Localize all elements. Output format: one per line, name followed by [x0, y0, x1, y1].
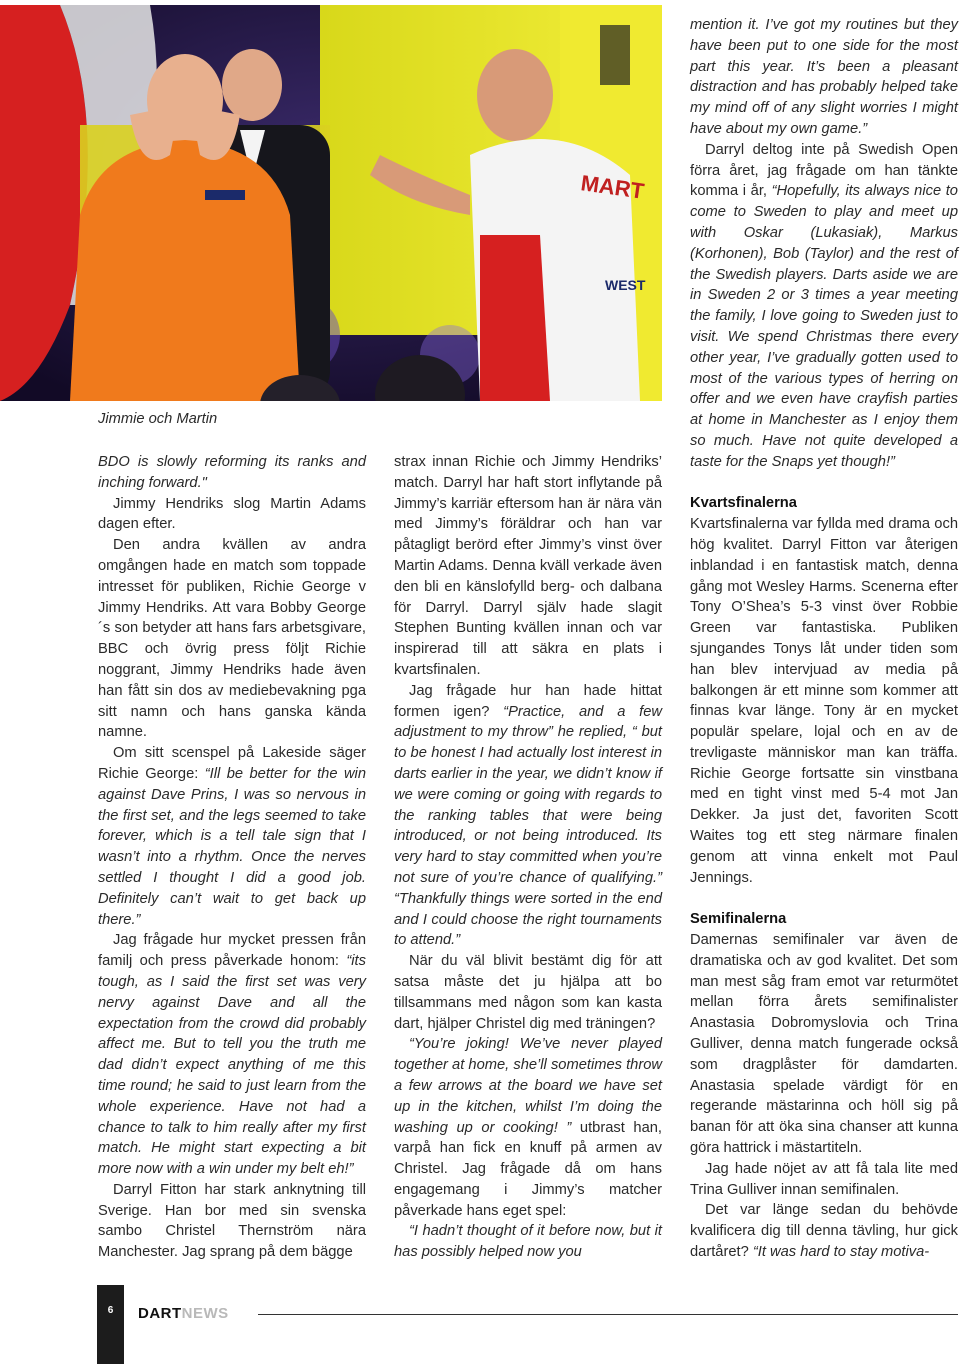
body-text: Darryl deltog inte på Swedish Open förra året, jag frågade om han tänkte komma i år,: [690, 141, 958, 200]
photo-caption: Jimmie och Martin: [98, 411, 218, 427]
orange-shirt: [70, 140, 300, 401]
article-photo: [0, 5, 662, 401]
paragraph: [690, 1200, 958, 1262]
quote-text: “Ill be better for the win against Dave Prins, I was so nervous in the first set, and the legs seemed to take forever, which is a tell tale sign that I wasn’t into a rhythm. Once the nerves settled I thought I did a good job. Definitely can’t wait to get back up there.”: [98, 765, 366, 928]
paragraph: [98, 930, 366, 1180]
section-heading: Kvartsfinalerna: [690, 495, 797, 512]
paragraph: [690, 140, 958, 473]
body-text: Jag frågade hur han hade hittat formen igen?: [394, 682, 662, 720]
logo-news: NEWS: [181, 1305, 229, 1322]
darts-players-photo: [0, 5, 662, 401]
footer-divider: [258, 1314, 958, 1315]
shirt-text: MART: [579, 170, 646, 204]
body-text: utbrast han, varpå han fick en knuff på armen av Christel. Jag frågade då om hans engagemang i Jimmy’s matcher påverkade hans eget spel:: [394, 1119, 662, 1219]
quote-text: “Hopefully, its always nice to come to Sweden to play and meet up with Oskar (Lukasiak), Markus (Korhonen), Bob (Taylor) and the rest of the Swedish players. Darts aside we are in Sweden 2 or 3 times a year meeting the family, I love going to Sweden just to visit. We spend Christmas there every other year, I’ve gradually gotten used to most of the various types of herring on offer and we even have crayfish parties at home in Manchester as I enjoy them so much. Have not quite developed a taste for the Snaps yet though!”: [690, 183, 958, 470]
paragraph: [98, 452, 366, 494]
body-text: Det var länge sedan du behövde kvalificera dig till denna tävling, hur gick dartåret?: [690, 1202, 958, 1261]
quote-text: “its tough, as I said the first set was very nervy against Dave and all the expectation from the crowd did probably affect me. But to tell you the truth me dad didn’t expect anything of me this time round; he said to just learn from the whole experience. Have not had a chance to talk to him really after my first match. He might start expecting a bit more now with a win under my belt eh!”: [98, 953, 366, 1178]
paragraph: Jag hade nöjet av att få tala lite med Trina Gulliver innan semifinalen.: [690, 1160, 958, 1198]
quote-text: mention it. I’ve got my routines but they have been put to one side for the most part this year. It’s been a pleasant distraction and has probably helped take my mind off of any slight worries I might have about my own game.”: [690, 17, 958, 137]
quote-text: “You’re joking! We’ve never played together at home, she’ll sometimes throw a few arrows at the board we have set up in the kitchen, whilst I’m doing the washing up or cooking! ”: [394, 1036, 662, 1136]
body-text: Om sitt scenspel på Lakeside säger Richie George:: [98, 745, 366, 782]
shirt-text-2: WEST: [605, 277, 646, 293]
quote-text: “It was hard to stay motiva-: [752, 1244, 930, 1261]
footer-page-tab: [97, 1285, 124, 1364]
page-number: 6: [107, 1305, 114, 1316]
paragraph: [690, 15, 958, 140]
body-text: Jag frågade hur mycket pressen från familj och press påverkade honom:: [98, 932, 366, 970]
article-column-2: [394, 452, 662, 1263]
quote-text: BDO is slowly reforming its ranks and inching forward.": [98, 454, 366, 491]
paragraph: Jimmy Hendriks slog Martin Adams dagen efter.: [98, 495, 366, 533]
paragraph: Damernas semifinaler var även de dramatiska och av god kvalitet. Det som man mest såg fram emot var returmötet mellan förra årets semifinalister Anastasia Dobromyslovia och Trina Gulliver, denna match fungerade också som dragplåster för damdarten. Anastasia spelade värdigt för en regerande mästarinna och höll sig på banan för att öka sina chanser att kunna göra hattrick i mästartiteln.: [690, 932, 958, 1157]
paragraph: Kvartsfinalerna var fyllda med drama och hög kvalitet. Darryl Fitton var återigen inblandad i en fantastisk match, denna gång mot Wesley Harms. Scenerna efter Tony O’Shea’s 5-3 vinst över Robbie Green var fantastiska. Publiken sjungandes Tonys låt under tiden som han blev intervjuad av media på balkongen är ett minne som kommer att finnas kvar länge. Tony är en mycket populär spelare, lojal och en av de trevligaste människor man kan träffa. Richie George fortsatte sin vinstbana med en tight vinst med 5-4 mot Jan Dekker. Ja just det, favoriten Scott Waites tog ett steg närmare finalen genom att vinna enkelt mot Paul Jennings.: [690, 516, 958, 886]
paragraph: När du väl blivit bestämt dig för att satsa måste det ju hjälpa att bo tillsammans med någon som kan kasta dart, hjälper Christel dig med träningen?: [394, 953, 662, 1032]
magazine-logo: [138, 1305, 229, 1322]
paragraph: [394, 681, 662, 951]
article-column-1: [98, 452, 366, 1263]
paragraph: [394, 1221, 662, 1263]
article-column-3: [690, 15, 958, 1263]
section-heading: Semifinalerna: [690, 911, 787, 928]
paragraph: Darryl Fitton har stark anknytning till Sverige. Han bor med sin svenska sambo Christel Thernström nära Manchester. Jag sprang på dem bägge: [98, 1181, 366, 1261]
paragraph: Den andra kvällen av andra omgången hade en match som toppade intresset för publiken, Richie George v Jimmy Hendriks. Att vara Bobby George´s son betyder att hans fars arbetsgivare, BBC och övrig press följt Richie noggrant, Jimmy Hendriks hade även han fått sin dos av mediebevakning pga sitt namn och hans ganska kända namne.: [98, 537, 366, 741]
logo-dart: DART: [138, 1305, 182, 1322]
quote-text: “I hadn’t thought of it before now, but it has possibly helped now you: [394, 1223, 662, 1261]
quote-text: “Practice, and a few adjustment to my throw” he replied, “ but to be honest I had actually lost interest in darts earlier in the year, we didn’t know if we were coming or going with regards to the ranking tables that were being introduced, or not being introduced. Its very hard to stay committed when you’re not sure of you’re chance of qualifying.” “Thankfully things were sorted in the end and I could choose the right tournaments to attend.”: [394, 703, 662, 949]
paragraph: [394, 1034, 662, 1221]
paragraph: strax innan Richie och Jimmy Hendriks’ match. Darryl har haft stort inflytande på Jimmy’s karriär eftersom han är nära vän med Jimmy’s föräldrar och han var påtagligt berörd efter Jimmy’s vinst över Martin Adams. Denna kväll verkade även den bli en känslofylld berg- och dalbana för Darryl. Darryl själv hade slagit Stephen Bunting kvällen innan och var inspirerad till att säkra en plats i kvartsfinalen.: [394, 454, 662, 678]
paragraph: [98, 743, 366, 930]
